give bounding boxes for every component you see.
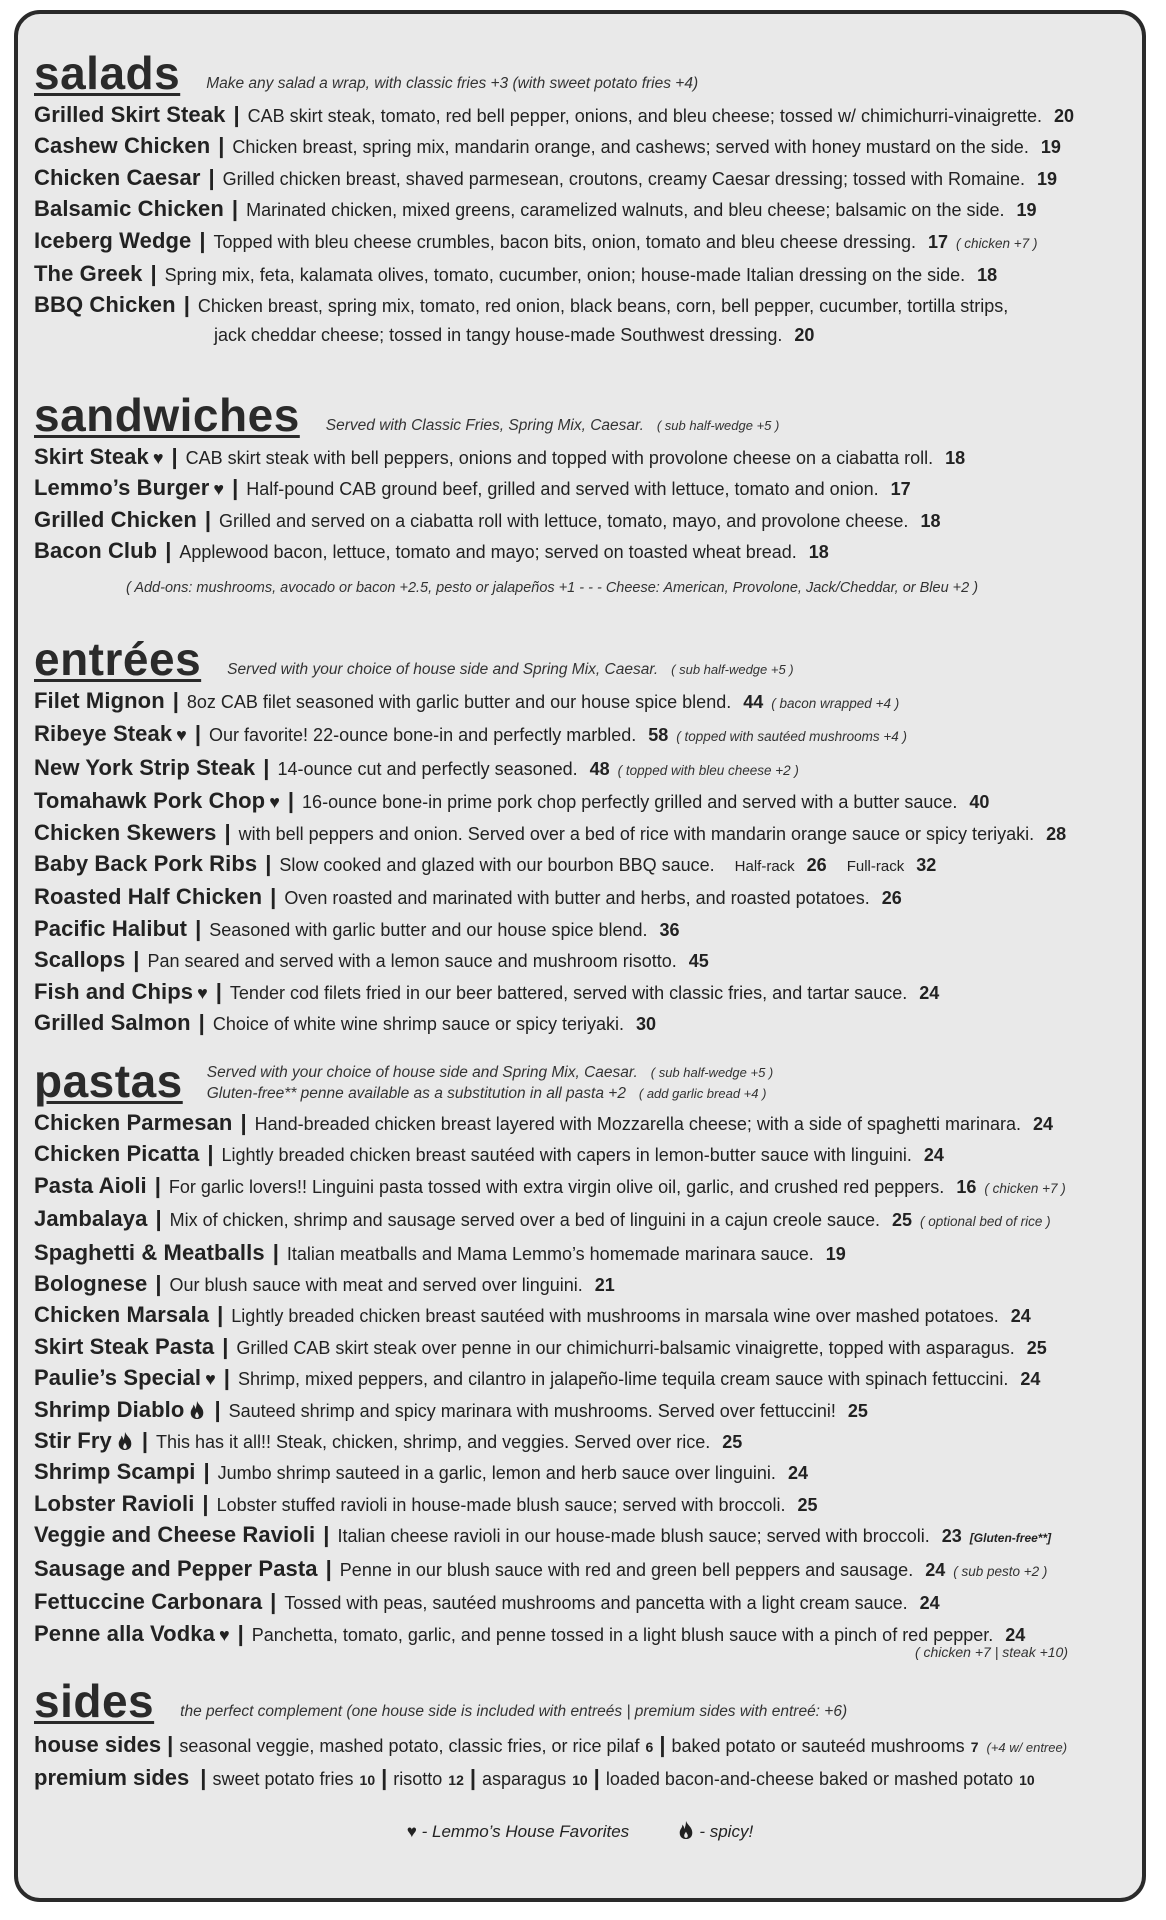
menu-item: [34, 914, 1128, 945]
item-name: Tomahawk Pork Chop: [34, 788, 266, 814]
separator: |: [183, 292, 190, 318]
menu-item: [34, 1108, 1128, 1139]
premium-side-name: sweet potato fries: [212, 1769, 354, 1789]
item-description: CAB skirt steak with bell peppers, onions and topped with provolone cheese on a ciabatta roll.: [185, 448, 934, 468]
item-description: 14-ounce cut and perfectly seasoned.: [277, 758, 578, 779]
item-name: Shrimp Diablo: [34, 1396, 185, 1422]
premium-side-price: 10: [572, 1772, 588, 1788]
heart-icon: ♥: [213, 479, 225, 500]
separator: |: [202, 1490, 209, 1516]
separator: |: [155, 1271, 162, 1297]
item-name: BBQ Chicken: [34, 292, 176, 318]
menu-item: [34, 1139, 1128, 1170]
separator: |: [172, 688, 179, 713]
menu-item: [34, 945, 1128, 976]
menu-item: [34, 1171, 1128, 1204]
flame-icon: [677, 1820, 695, 1840]
item-price: 36: [659, 919, 680, 940]
item-price: 17: [928, 231, 949, 252]
item-extra: ( bacon wrapped +4 ): [771, 696, 900, 711]
item-description: Shrimp, mixed peppers, and cilantro in jalapeño-lime tequila cream sauce with spinach fettuccini.: [237, 1369, 1009, 1390]
item-description: Mix of chicken, shrimp and sausage served over a bed of linguini in a cajun creole sauce.: [169, 1210, 880, 1231]
item-description: Pan seared and served with a lemon sauce and mushroom risotto.: [147, 951, 677, 972]
item-price: 19: [1040, 137, 1061, 158]
sandwiches-heading: sandwiches: [34, 389, 300, 441]
separator: |: [270, 884, 277, 910]
menu-item: [34, 505, 1128, 536]
item-description: Penne in our blush sauce with red and green bell peppers and sausage.: [339, 1559, 914, 1580]
item-description: 8oz CAB filet seasoned with garlic butter and our house spice blend.: [186, 692, 732, 712]
separator: |: [171, 444, 178, 469]
item-name: Chicken Skewers: [34, 819, 217, 845]
item-name: Scallops: [34, 947, 126, 973]
flame-icon: [116, 1431, 134, 1451]
premium-side-price: 10: [359, 1772, 376, 1788]
salads-note: Make any salad a wrap, with classic fries +3 (with sweet potato fries +4): [206, 75, 699, 92]
separator: |: [265, 851, 272, 877]
heart-icon: ♥: [406, 1822, 417, 1841]
item-name: Pasta Aioli: [34, 1172, 147, 1198]
menu-item: [34, 290, 1128, 321]
item-description: Lightly breaded chicken breast sautéed with mushrooms in marsala wine over mashed potatoes.: [231, 1306, 999, 1327]
separator: |: [141, 1428, 148, 1454]
house-sides-row: house sides | seasonal veggie, mashed potato, classic fries, or rice pilaf 6 | baked potato or sauteéd mushrooms 7 (+4 w/ entree): [34, 1732, 1068, 1757]
item-price: 19: [825, 1243, 846, 1264]
separator: |: [198, 1010, 205, 1036]
item-price: 20: [794, 324, 815, 345]
house-sides-b-extra: (+4 w/ entree): [986, 1740, 1068, 1755]
separator: |: [593, 1765, 600, 1790]
item-price: 25: [1026, 1337, 1047, 1358]
separator: |: [325, 1555, 332, 1581]
premium-side-name: asparagus: [482, 1769, 567, 1789]
menu-item: [34, 753, 1128, 786]
item-price: 16: [956, 1176, 977, 1197]
sandwiches-list: [34, 442, 1128, 568]
item-extra: ( topped with bleu cheese +2 ): [617, 762, 799, 778]
item-name: Cashew Chicken: [34, 133, 211, 159]
separator: |: [270, 1589, 277, 1615]
menu-item: [34, 1587, 1128, 1618]
separator: |: [214, 1396, 221, 1422]
menu-item: [34, 1457, 1128, 1488]
separator: |: [203, 1459, 210, 1485]
item-description: Our blush sauce with meat and served over linguini.: [169, 1275, 583, 1296]
item-description: Panchetta, tomato, garlic, and penne tossed in a light blush sauce with a pinch of red pepper.: [251, 1624, 994, 1645]
item-name: Skirt Steak: [34, 444, 149, 469]
item-description: Lobster stuffed ravioli in house-made blush sauce; served with broccoli.: [216, 1494, 786, 1515]
menu-item: [34, 1426, 1128, 1457]
separator: |: [287, 788, 295, 814]
separator: |: [194, 721, 202, 747]
item-description: Marinated chicken, mixed greens, caramelized walnuts, and bleu cheese; balsamic on the side.: [246, 200, 1005, 221]
item-extra: ( chicken +7 ): [956, 235, 1038, 251]
salads-section: [34, 42, 1128, 348]
item-name: Roasted Half Chicken: [34, 884, 263, 910]
item-name: Iceberg Wedge: [34, 227, 192, 253]
item-price: 21: [594, 1275, 615, 1296]
item-description: 16-ounce bone-in prime pork chop perfectly grilled and served with a butter sauce.: [302, 792, 958, 813]
sides-note: the perfect complement (one house side is included with entreés | premium sides with entreé: +6): [180, 1703, 848, 1720]
item-name: Penne alla Vodka: [34, 1620, 215, 1646]
item-name: Grilled Salmon: [34, 1010, 191, 1036]
item-price: 24: [1033, 1114, 1054, 1134]
heart-icon: ♥: [176, 725, 187, 746]
premium-side-price: 12: [448, 1772, 464, 1788]
item-price: 24: [787, 1463, 808, 1484]
separator: |: [223, 1365, 230, 1391]
salads-heading: salads: [34, 47, 181, 99]
item-name: Balsamic Chicken: [34, 196, 224, 222]
separator: |: [208, 164, 215, 190]
item-extra: ( optional bed of rice ): [920, 1214, 1051, 1230]
item-price: 18: [808, 542, 829, 563]
menu-item: [34, 1554, 1128, 1587]
item-name: Chicken Marsala: [34, 1302, 210, 1328]
item-description-continued: jack cheddar cheese; tossed in tangy house-made Southwest dressing.: [214, 324, 783, 345]
separator: |: [200, 1765, 207, 1790]
item-description: Tossed with peas, sautéed mushrooms and pancetta with a light cream sauce.: [284, 1593, 908, 1614]
menu-item: [34, 1238, 1128, 1269]
menu-item: [34, 442, 1128, 473]
item-price: 25: [722, 1432, 743, 1453]
menu-item: [34, 163, 1128, 194]
item-description: For garlic lovers!! Linguini pasta tossed with extra virgin olive oil, garlic, and crushed red peppers.: [168, 1176, 945, 1197]
separator: |: [133, 947, 140, 973]
item-name: Chicken Parmesan: [34, 1110, 233, 1135]
item-price: 45: [688, 951, 709, 972]
half-rack-price: 26: [806, 855, 827, 876]
separator: |: [381, 1765, 388, 1790]
item-price: 17: [890, 479, 911, 500]
full-rack-price: 32: [916, 855, 937, 876]
item-price: 25: [892, 1210, 913, 1231]
menu-item: [34, 259, 1128, 290]
item-description: Chicken breast, spring mix, mandarin orange, and cashews; served with honey mustard on the side.: [232, 137, 1029, 158]
item-price: 25: [847, 1400, 868, 1421]
item-description: Slow cooked and glazed with our bourbon BBQ sauce.: [279, 855, 715, 876]
separator: |: [233, 102, 240, 127]
item-price: 23: [941, 1526, 962, 1547]
separator: |: [240, 1110, 247, 1135]
separator: |: [217, 1302, 224, 1328]
menu-item: [34, 226, 1128, 259]
item-price: 18: [920, 510, 941, 531]
house-sides-b: baked potato or sauteéd mushrooms: [671, 1736, 965, 1756]
heart-icon: ♥: [197, 982, 208, 1003]
menu-item: [34, 1395, 1128, 1426]
heart-icon: ♥: [152, 448, 164, 468]
item-description: Applewood bacon, lettuce, tomato and mayo; served on toasted wheat bread.: [179, 542, 797, 563]
premium-side-price: 10: [1019, 1772, 1035, 1788]
heart-icon: ♥: [269, 792, 280, 813]
item-name: Skirt Steak Pasta: [34, 1333, 215, 1359]
item-description: Italian meatballs and Mama Lemmo’s homemade marinara sauce.: [286, 1243, 814, 1264]
full-rack-label: Full-rack: [846, 858, 905, 876]
item-name: Filet Mignon: [34, 688, 165, 713]
separator: |: [165, 538, 172, 564]
item-description: Our favorite! 22-ounce bone-in and perfectly marbled.: [209, 725, 637, 746]
item-name: Shrimp Scampi: [34, 1459, 196, 1485]
item-price: 30: [636, 1014, 657, 1035]
menu-item: [34, 1008, 1128, 1039]
house-sides-a-price: 6: [645, 1739, 654, 1755]
menu-item: [34, 131, 1128, 162]
separator: |: [215, 978, 222, 1004]
item-description: Spring mix, feta, kalamata olives, tomato, cucumber, onion; house-made Italian dressing on the side.: [164, 265, 966, 286]
separator: |: [272, 1239, 279, 1265]
pastas-list: [34, 1108, 1128, 1650]
item-name: Bacon Club: [34, 538, 158, 564]
heart-icon: ♥: [205, 1369, 216, 1390]
item-price: 58: [648, 725, 669, 746]
salads-list: [34, 100, 1128, 348]
menu-item: [34, 194, 1128, 225]
menu-item: [34, 1300, 1128, 1331]
menu-item: [34, 100, 1128, 131]
half-rack-label: Half-rack: [734, 858, 795, 876]
entrees-list: [34, 686, 1128, 1039]
menu-item: [34, 686, 1128, 719]
item-price: 24: [1005, 1624, 1026, 1645]
item-extra: ( topped with sautéed mushrooms +4 ): [676, 729, 908, 745]
item-name: Sausage and Pepper Pasta: [34, 1555, 318, 1581]
item-name: Ribeye Steak: [34, 721, 173, 747]
item-name: The Greek: [34, 261, 143, 287]
item-name: Lobster Ravioli: [34, 1490, 195, 1516]
item-name: Paulie’s Special: [34, 1365, 202, 1391]
item-name: Fish and Chips: [34, 978, 194, 1004]
menu-item: [34, 849, 1128, 882]
pastas-notes: Served with your choice of house side and Spring Mix, Caesar. ( sub half-wedge +5 ) Gluten-free** penne available as a substitution in all pasta +2 ( add garlic bread +4 ): [206, 1064, 774, 1102]
item-name: Fettuccine Carbonara: [34, 1589, 263, 1615]
menu-item: [34, 882, 1128, 913]
separator: |: [469, 1765, 477, 1790]
house-sides-b-price: 7: [970, 1739, 979, 1755]
legend-favorites: - Lemmo’s House Favorites: [416, 1822, 630, 1841]
menu-item: [34, 1520, 1128, 1553]
heart-icon: ♥: [218, 1624, 230, 1645]
separator: |: [237, 1620, 244, 1646]
premium-sides-row: [34, 1763, 1128, 1795]
house-sides-label: house sides: [34, 1732, 162, 1757]
separator: |: [204, 506, 212, 532]
item-name: Grilled Chicken: [34, 506, 197, 532]
premium-side-name: loaded bacon-and-cheese baked or mashed potato: [605, 1769, 1014, 1789]
menu-item-continued: [34, 322, 1128, 348]
item-price: 20: [1054, 106, 1075, 126]
entrees-section: [34, 628, 1128, 1039]
item-price: 44: [743, 692, 764, 712]
sandwiches-note: Served with Classic Fries, Spring Mix, Caesar. ( sub half-wedge +5 ): [325, 417, 780, 434]
item-name: Jambalaya: [34, 1206, 148, 1232]
item-description: Grilled chicken breast, shaved parmesean, croutons, creamy Caesar dressing; tossed with Romaine.: [222, 168, 1026, 189]
item-name: Baby Back Pork Ribs: [34, 851, 258, 877]
menu-item: [34, 473, 1128, 504]
item-price: 24: [919, 982, 940, 1003]
pastas-heading: pastas: [34, 1055, 183, 1107]
item-price: 24: [1010, 1306, 1031, 1327]
item-price: 24: [925, 1559, 946, 1580]
menu-item: [34, 1204, 1128, 1237]
separator: |: [154, 1172, 161, 1198]
menu-item: [34, 719, 1128, 752]
item-name: Lemmo’s Burger: [34, 475, 210, 501]
item-name: New York Strip Steak: [34, 754, 256, 780]
item-price: 24: [923, 1145, 944, 1166]
house-sides-a: seasonal veggie, mashed potato, classic fries, or rice pilaf: [179, 1736, 640, 1756]
premium-side-name: risotto: [393, 1769, 443, 1789]
item-description: Sauteed shrimp and spicy marinara with mushrooms. Served over fettuccini!: [228, 1400, 836, 1421]
separator: |: [232, 475, 239, 501]
menu-item: [34, 1489, 1128, 1520]
separator: |: [207, 1141, 214, 1167]
item-description: Seasoned with garlic butter and our house spice blend.: [209, 919, 648, 940]
item-price: 28: [1046, 823, 1067, 844]
sides-section: [34, 1670, 1128, 1795]
separator: |: [155, 1206, 162, 1232]
sandwich-addons: ( Add-ons: mushrooms, avocado or bacon +2.5, pesto or jalapeños +1 - - - Cheese: American, Provolone, Jack/Cheddar, or Bleu +2 ): [126, 579, 979, 596]
legend-spicy: - spicy!: [694, 1822, 754, 1841]
separator: |: [195, 915, 202, 941]
item-name: Chicken Picatta: [34, 1141, 200, 1167]
menu-item: [34, 786, 1128, 817]
item-description: This has it all!! Steak, chicken, shrimp, and veggies. Served over rice.: [155, 1432, 711, 1453]
menu-item: [34, 1269, 1128, 1300]
flame-icon: [188, 1400, 206, 1420]
item-extra: ( chicken +7 ): [984, 1180, 1066, 1196]
item-description: Grilled CAB skirt steak over penne in our chimichurri-balsamic vinaigrette, topped with asparagus.: [236, 1337, 1015, 1358]
item-price: 24: [1020, 1369, 1041, 1390]
item-description: Tender cod filets fried in our beer battered, served with classic fries, and tartar sauce.: [229, 982, 908, 1003]
separator: |: [231, 196, 239, 222]
item-description: Grilled and served on a ciabatta roll with lettuce, tomato, mayo, and provolone cheese.: [219, 510, 909, 531]
separator: |: [150, 261, 157, 287]
separator: |: [224, 819, 231, 845]
menu-item: [34, 818, 1128, 849]
menu-item: [34, 977, 1128, 1008]
menu-item: [34, 1332, 1128, 1363]
separator: |: [218, 133, 225, 159]
pastas-footnote: ( chicken +7 | steak +10): [914, 1643, 1068, 1660]
item-name: Spaghetti & Meatballs: [34, 1239, 265, 1265]
item-name: Chicken Caesar: [34, 164, 201, 190]
item-description: Oven roasted and marinated with butter and herbs, and roasted potatoes.: [284, 888, 870, 909]
sides-heading: sides: [34, 1675, 155, 1727]
separator: |: [222, 1333, 229, 1359]
separator: |: [199, 227, 206, 253]
menu-frame: [14, 10, 1146, 1902]
item-description: Jumbo shrimp sauteed in a garlic, lemon and herb sauce over linguini.: [217, 1463, 776, 1484]
item-price: 24: [919, 1593, 940, 1614]
item-description: Half-pound CAB ground beef, grilled and served with lettuce, tomato and onion.: [246, 479, 879, 500]
item-name: Stir Fry: [34, 1428, 112, 1454]
item-name: Pacific Halibut: [34, 915, 188, 941]
menu-item: [34, 536, 1128, 567]
entrees-heading: entrées: [34, 633, 202, 685]
item-price: 18: [945, 448, 966, 468]
item-name: Grilled Skirt Steak: [34, 102, 226, 127]
item-name: Veggie and Cheese Ravioli: [34, 1522, 316, 1548]
entrees-note: Served with your choice of house side and Spring Mix, Caesar. ( sub half-wedge +5 ): [227, 661, 794, 678]
menu-item: [34, 1363, 1128, 1394]
item-description: Italian cheese ravioli in our house-made blush sauce; served with broccoli.: [337, 1526, 930, 1547]
sandwiches-section: [34, 384, 1128, 596]
item-description: Choice of white wine shrimp sauce or spicy teriyaki.: [212, 1014, 624, 1035]
gluten-free-tag: [Gluten-free**]: [969, 1531, 1052, 1546]
separator: |: [263, 754, 270, 780]
item-description: CAB skirt steak, tomato, red bell pepper, onions, and bleu cheese; tossed w/ chimichurri-vinaigrette.: [247, 106, 1042, 126]
item-price: 26: [881, 888, 902, 909]
legend: [18, 1820, 1142, 1842]
item-price: 40: [969, 792, 990, 813]
item-description: Chicken breast, spring mix, tomato, red onion, black beans, corn, bell pepper, cucumber, tortilla strips,: [197, 296, 1009, 317]
separator: |: [323, 1522, 330, 1548]
item-description: Hand-breaded chicken breast layered with Mozzarella cheese; with a side of spaghetti marinara.: [254, 1114, 1022, 1134]
item-extra: ( sub pesto +2 ): [953, 1563, 1048, 1579]
item-price: 18: [977, 265, 998, 286]
item-price: 19: [1037, 168, 1058, 189]
item-description: Lightly breaded chicken breast sautéed with capers in lemon-butter sauce with linguini.: [221, 1145, 912, 1166]
item-name: Bolognese: [34, 1271, 148, 1297]
item-price: 19: [1016, 200, 1037, 221]
item-price: 25: [797, 1494, 818, 1515]
item-description: with bell peppers and onion. Served over a bed of rice with mandarin orange sauce or spicy teriyaki.: [238, 823, 1035, 844]
premium-sides-label: premium sides: [34, 1765, 190, 1790]
item-description: Topped with bleu cheese crumbles, bacon bits, onion, tomato and bleu cheese dressing.: [213, 231, 916, 252]
item-price: 48: [589, 758, 610, 779]
pastas-section: [34, 1050, 1128, 1662]
